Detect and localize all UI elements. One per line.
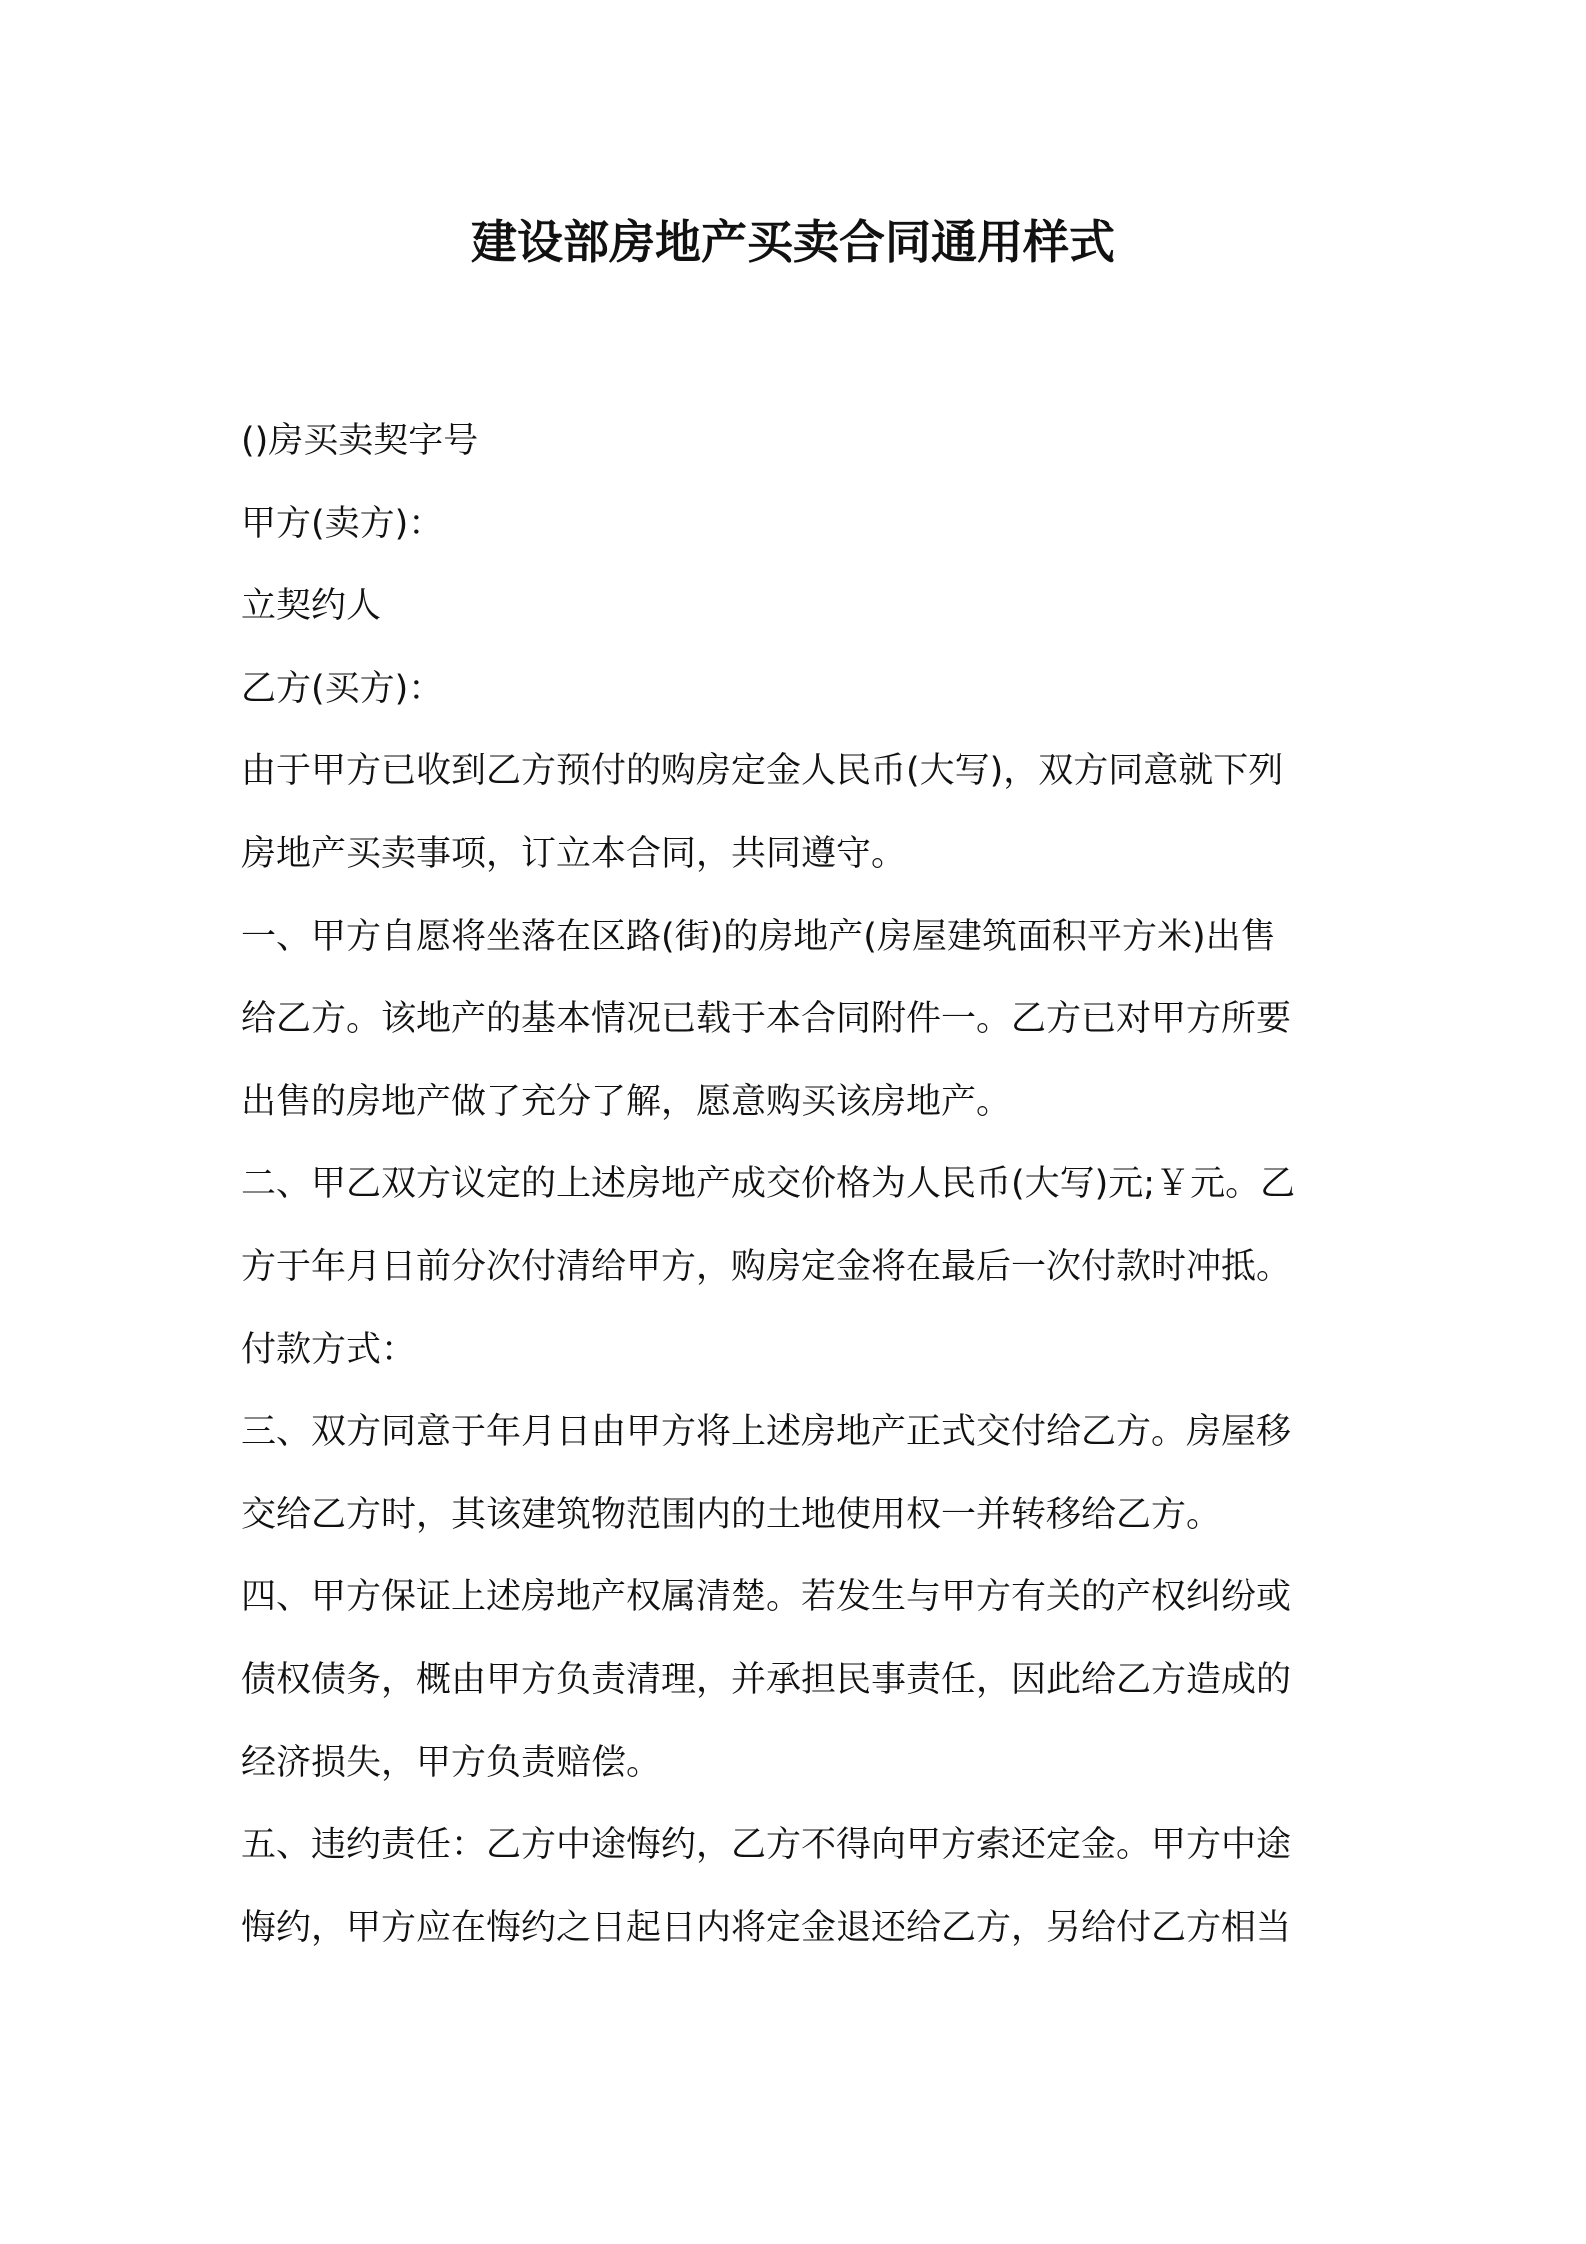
clause-1-paragraph (241, 896, 1361, 1144)
text-line: 悔约，甲方应在悔约之日起日内将定金退还给乙方，另给付乙方相当 (241, 1907, 1292, 1948)
text-line: 三、双方同意于年月日由甲方将上述房地产正式交付给乙方。房屋移 (241, 1412, 1292, 1453)
text-line: 四、甲方保证上述房地产权属清楚。若发生与甲方有关的产权纠纷或 (241, 1577, 1292, 1618)
text-line: 经济损失，甲方负责赔偿。 (241, 1742, 662, 1783)
document-title: 建设部房地产买卖合同通用样式 (471, 215, 1115, 269)
preamble-paragraph (241, 730, 1361, 895)
text-line: 付款方式： (241, 1329, 417, 1370)
text-line: 出售的房地产做了充分了解，愿意购买该房地产。 (241, 1081, 1012, 1122)
text-line: 债权债务，概由甲方负责清理，并承担民事责任，因此给乙方造成的 (241, 1659, 1292, 1700)
party-a-line (241, 483, 1361, 566)
clause-2-paragraph (241, 1143, 1361, 1391)
text-line: 方于年月日前分次付清给甲方，购房定金将在最后一次付款时冲抵。 (241, 1246, 1292, 1287)
contract-number-line (241, 400, 1361, 483)
text-line: 二、甲乙双方议定的上述房地产成交价格为人民币(大写)元;￥元。乙 (241, 1164, 1296, 1205)
text-line: 乙方(买方)： (241, 668, 444, 709)
text-line: 给乙方。该地产的基本情况已载于本合同附件一。乙方已对甲方所要 (241, 999, 1292, 1040)
clause-3-paragraph (241, 1391, 1361, 1556)
text-line: 立契约人 (241, 586, 382, 627)
contract-signer-line (241, 565, 1361, 648)
text-line: 一、甲方自愿将坐落在区路(街)的房地产(房屋建筑面积平方米)出售 (241, 916, 1276, 957)
clause-4-paragraph (241, 1556, 1361, 1804)
clause-5-paragraph (241, 1804, 1361, 1969)
text-line: ()房买卖契字号 (241, 421, 479, 461)
text-line: 甲方(卖方)： (241, 503, 444, 544)
party-b-line (241, 648, 1361, 731)
text-line: 交给乙方时，其该建筑物范围内的土地使用权一并转移给乙方。 (241, 1494, 1222, 1535)
document-body (241, 400, 1361, 1969)
text-line: 五、违约责任：乙方中途悔约，乙方不得向甲方索还定金。甲方中途 (241, 1825, 1292, 1866)
text-line: 由于甲方已收到乙方预付的购房定金人民币(大写)，双方同意就下列 (241, 751, 1284, 792)
text-line: 房地产买卖事项，订立本合同，共同遵守。 (241, 833, 907, 874)
